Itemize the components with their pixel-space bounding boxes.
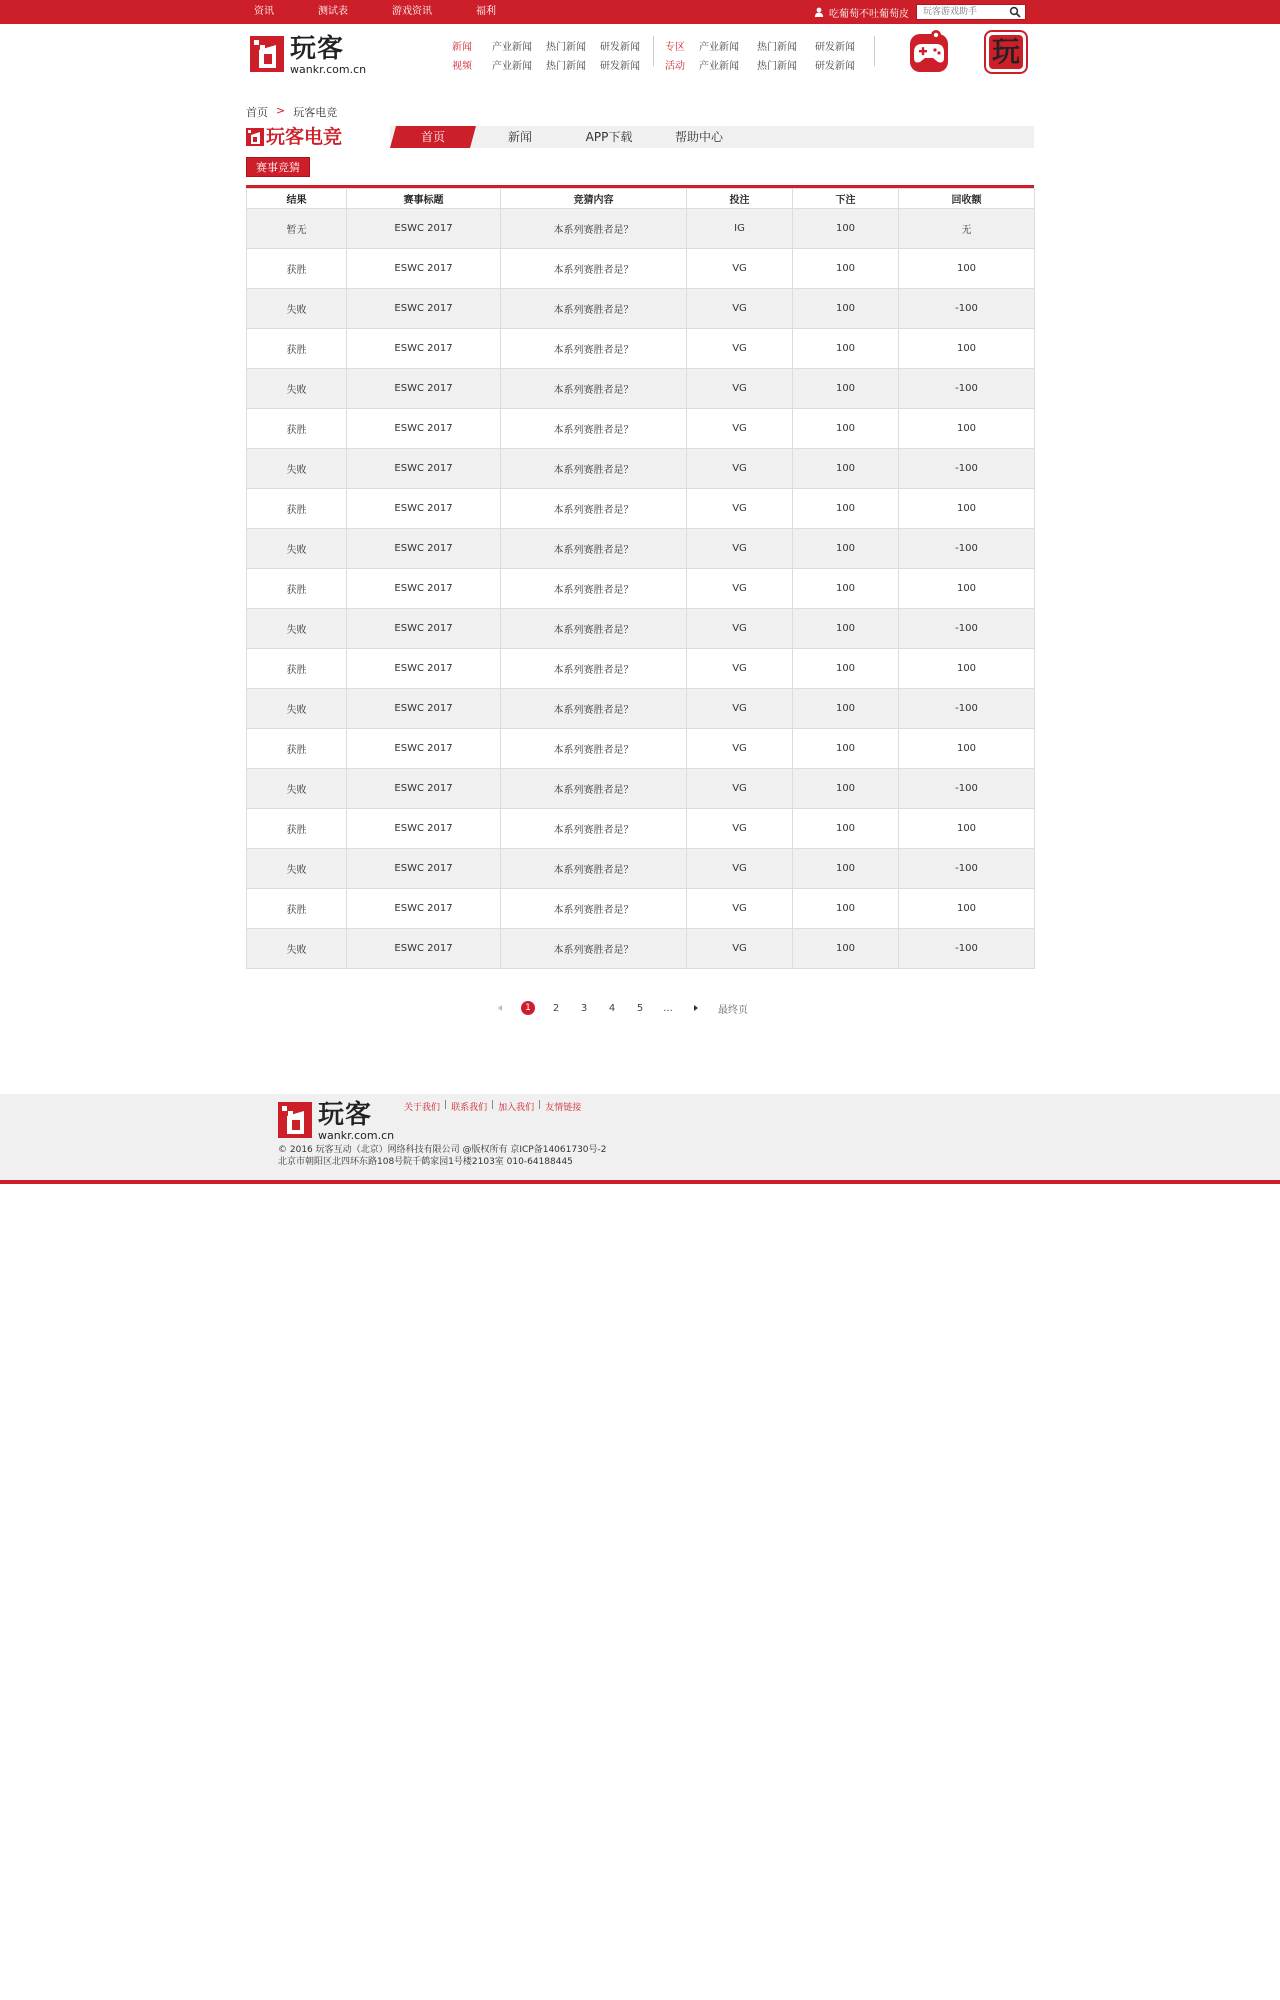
wan-app-icon[interactable] <box>984 30 1028 74</box>
nav-link[interactable]: 产业新闻 <box>699 42 739 53</box>
column-header: 投注 <box>687 189 793 209</box>
tab-help-center[interactable]: 帮助中心 <box>674 130 723 144</box>
column-header: 回收额 <box>899 189 1035 209</box>
cell-bet-content: 本系列赛胜者是？ <box>501 889 687 929</box>
cell-result: 失败 <box>247 929 347 969</box>
page-current[interactable]: 1 <box>521 1001 535 1015</box>
cell-match-title: ESWC 2017 <box>347 929 501 969</box>
cell-result: 获胜 <box>247 489 347 529</box>
cell-result: 获胜 <box>247 409 347 449</box>
cell-payout: 100 <box>899 649 1035 689</box>
prev-page-icon[interactable] <box>486 1004 514 1012</box>
nav-link[interactable]: 产业新闻 <box>492 61 532 72</box>
cell-stake: 100 <box>793 929 899 969</box>
table-row <box>247 529 1035 569</box>
cell-bet-content: 本系列赛胜者是？ <box>501 929 687 969</box>
cell-stake: 100 <box>793 529 899 569</box>
cell-bet-content: 本系列赛胜者是？ <box>501 729 687 769</box>
logo-mark-icon <box>250 36 284 72</box>
cell-stake: 100 <box>793 609 899 649</box>
cell-bet-content: 本系列赛胜者是？ <box>501 449 687 489</box>
cell-match-title: ESWC 2017 <box>347 569 501 609</box>
cell-bet-content: 本系列赛胜者是？ <box>501 409 687 449</box>
footer-logo-mark-icon <box>278 1102 312 1138</box>
search-box <box>916 4 1026 20</box>
table-row <box>247 209 1035 249</box>
cell-bet-target: VG <box>687 249 793 289</box>
cell-match-title: ESWC 2017 <box>347 609 501 649</box>
cell-result: 获胜 <box>247 569 347 609</box>
cell-payout: 100 <box>899 329 1035 369</box>
table-row <box>247 809 1035 849</box>
cell-bet-content: 本系列赛胜者是？ <box>501 609 687 649</box>
table-row <box>247 649 1035 689</box>
cell-bet-content: 本系列赛胜者是？ <box>501 849 687 889</box>
footer-link-divider: | <box>538 1100 542 1110</box>
footer-copyright: © 2016 玩客互动（北京）网络科技有限公司 @版权所有 京ICP备14061730号-2 <box>278 1145 607 1155</box>
search-input[interactable] <box>917 5 1007 19</box>
cell-payout: 无 <box>899 209 1035 249</box>
cell-bet-target: VG <box>687 929 793 969</box>
footer-link-join[interactable]: 加入我们 <box>498 1103 535 1113</box>
table-header-row <box>247 189 1035 209</box>
cell-bet-target: VG <box>687 889 793 929</box>
page-item[interactable] <box>514 1001 542 1015</box>
cell-result: 获胜 <box>247 649 347 689</box>
page-item[interactable]: 4 <box>608 1002 616 1014</box>
esports-logo[interactable] <box>246 126 366 148</box>
cell-match-title: ESWC 2017 <box>347 689 501 729</box>
cell-match-title: ESWC 2017 <box>347 409 501 449</box>
pagination <box>486 998 748 1018</box>
cell-payout: 100 <box>899 569 1035 609</box>
cell-bet-content: 本系列赛胜者是？ <box>501 369 687 409</box>
esports-logo-text: 玩客电竞 <box>266 126 343 148</box>
cell-result: 失败 <box>247 289 347 329</box>
wan-icon-text: 玩 <box>991 35 1020 68</box>
cell-result: 获胜 <box>247 249 347 289</box>
cell-payout: 100 <box>899 729 1035 769</box>
nav-link[interactable]: 产业新闻 <box>699 61 739 72</box>
nav-divider <box>653 36 654 66</box>
cell-stake: 100 <box>793 249 899 289</box>
nav-link[interactable]: 研发新闻 <box>600 42 640 53</box>
cell-bet-content: 本系列赛胜者是？ <box>501 329 687 369</box>
logo-text-en: wankr.com.cn <box>290 63 367 76</box>
cell-payout: -100 <box>899 849 1035 889</box>
cell-bet-content: 本系列赛胜者是？ <box>501 249 687 289</box>
cell-bet-content: 本系列赛胜者是？ <box>501 489 687 529</box>
cell-payout: -100 <box>899 769 1035 809</box>
cell-result: 失败 <box>247 449 347 489</box>
cell-bet-target: VG <box>687 489 793 529</box>
cell-bet-target: VG <box>687 689 793 729</box>
nav-link[interactable]: 产业新闻 <box>492 42 532 53</box>
cell-bet-target: VG <box>687 529 793 569</box>
nav-link[interactable]: 热门新闻 <box>757 61 797 72</box>
table-row <box>247 889 1035 929</box>
cell-stake: 100 <box>793 769 899 809</box>
username[interactable]: 吃葡萄不吐葡萄皮 <box>829 8 909 20</box>
table-row <box>247 449 1035 489</box>
footer-link-friends[interactable]: 友情链接 <box>545 1103 582 1113</box>
cell-bet-target: VG <box>687 809 793 849</box>
cell-payout: 100 <box>899 409 1035 449</box>
cell-bet-content: 本系列赛胜者是？ <box>501 689 687 729</box>
cell-bet-target: IG <box>687 209 793 249</box>
cell-match-title: ESWC 2017 <box>347 849 501 889</box>
gamepad-app-icon[interactable] <box>906 26 952 74</box>
nav-link[interactable]: 研发新闻 <box>815 61 855 72</box>
cell-bet-target: VG <box>687 409 793 449</box>
footer-copyright-block <box>278 1144 607 1168</box>
logo-text-cn: 玩客 <box>290 34 345 64</box>
cell-stake: 100 <box>793 809 899 849</box>
table-row <box>247 289 1035 329</box>
cell-bet-target: VG <box>687 289 793 329</box>
cell-stake: 100 <box>793 449 899 489</box>
cell-bet-target: VG <box>687 569 793 609</box>
footer <box>0 1094 1280 1180</box>
table-row <box>247 569 1035 609</box>
cell-bet-target: VG <box>687 329 793 369</box>
page-ellipsis: ... <box>663 1002 673 1014</box>
top-nav-game-news[interactable]: 游戏资讯 <box>392 6 432 17</box>
cell-match-title: ESWC 2017 <box>347 769 501 809</box>
tab-app-download[interactable]: APP下载 <box>585 130 633 144</box>
cell-result: 暂无 <box>247 209 347 249</box>
cell-bet-target: VG <box>687 849 793 889</box>
last-page-link[interactable]: 最终页 <box>718 1004 748 1016</box>
footer-link-divider: | <box>444 1100 448 1110</box>
nav-category-events[interactable]: 活动 <box>665 61 685 72</box>
breadcrumb-separator: > <box>276 104 286 117</box>
cell-payout: 100 <box>899 889 1035 929</box>
nav-link[interactable]: 研发新闻 <box>815 42 855 53</box>
cell-match-title: ESWC 2017 <box>347 649 501 689</box>
cell-payout: -100 <box>899 929 1035 969</box>
nav-link[interactable]: 热门新闻 <box>757 42 797 53</box>
nav-divider <box>874 36 875 66</box>
cell-payout: -100 <box>899 289 1035 329</box>
table-row <box>247 249 1035 289</box>
table-row <box>247 609 1035 649</box>
breadcrumb-home[interactable]: 首页 <box>246 106 268 119</box>
cell-stake: 100 <box>793 889 899 929</box>
cell-payout: -100 <box>899 369 1035 409</box>
header-nav-group-2 <box>665 36 873 74</box>
footer-link-contact[interactable]: 联系我们 <box>451 1103 488 1113</box>
cell-result: 失败 <box>247 769 347 809</box>
page-item[interactable]: 5 <box>636 1002 644 1014</box>
table-row <box>247 329 1035 369</box>
cell-stake: 100 <box>793 649 899 689</box>
cell-result: 失败 <box>247 529 347 569</box>
cell-payout: -100 <box>899 449 1035 489</box>
cell-match-title: ESWC 2017 <box>347 289 501 329</box>
user-icon <box>814 7 824 17</box>
page-item[interactable]: 2 <box>552 1002 560 1014</box>
footer-bottom-line <box>0 1180 1280 1184</box>
cell-stake: 100 <box>793 569 899 609</box>
footer-logo-text-en: wankr.com.cn <box>318 1129 395 1142</box>
cell-stake: 100 <box>793 409 899 449</box>
footer-logo-text-cn: 玩客 <box>318 1100 373 1130</box>
header-nav-group-1 <box>452 36 654 74</box>
column-header: 竞猜内容 <box>501 189 687 209</box>
cell-result: 失败 <box>247 369 347 409</box>
footer-links <box>404 1100 581 1113</box>
nav-category-news[interactable]: 新闻 <box>452 42 472 53</box>
page-item[interactable]: 3 <box>580 1002 588 1014</box>
column-header: 下注 <box>793 189 899 209</box>
table-row <box>247 849 1035 889</box>
top-nav-test-table[interactable]: 测试表 <box>318 6 348 17</box>
top-bar <box>0 0 1280 24</box>
cell-stake: 100 <box>793 689 899 729</box>
nav-category-video[interactable]: 视频 <box>452 61 472 72</box>
cell-match-title: ESWC 2017 <box>347 529 501 569</box>
esports-logo-mark-icon <box>246 128 264 146</box>
cell-bet-content: 本系列赛胜者是？ <box>501 289 687 329</box>
cell-stake: 100 <box>793 289 899 329</box>
cell-match-title: ESWC 2017 <box>347 329 501 369</box>
cell-result: 获胜 <box>247 809 347 849</box>
column-header: 结果 <box>247 189 347 209</box>
cell-payout: 100 <box>899 249 1035 289</box>
table-row <box>247 489 1035 529</box>
cell-result: 失败 <box>247 689 347 729</box>
top-nav <box>254 0 540 24</box>
cell-bet-target: VG <box>687 369 793 409</box>
cell-bet-target: VG <box>687 609 793 649</box>
nav-link[interactable]: 研发新闻 <box>600 61 640 72</box>
cell-bet-content: 本系列赛胜者是？ <box>501 649 687 689</box>
cell-result: 获胜 <box>247 729 347 769</box>
cell-bet-content: 本系列赛胜者是？ <box>501 209 687 249</box>
cell-result: 失败 <box>247 849 347 889</box>
breadcrumb <box>246 104 337 120</box>
cell-stake: 100 <box>793 329 899 369</box>
cell-match-title: ESWC 2017 <box>347 249 501 289</box>
column-header: 赛事标题 <box>347 189 501 209</box>
next-page-icon[interactable] <box>682 1004 710 1012</box>
table-row <box>247 369 1035 409</box>
nav-link[interactable]: 热门新闻 <box>546 61 586 72</box>
cell-bet-target: VG <box>687 769 793 809</box>
table-row <box>247 769 1035 809</box>
cell-result: 获胜 <box>247 889 347 929</box>
cell-payout: -100 <box>899 609 1035 649</box>
cell-result: 获胜 <box>247 329 347 369</box>
user-account[interactable] <box>814 0 909 24</box>
cell-result: 失败 <box>247 609 347 649</box>
cell-bet-target: VG <box>687 449 793 489</box>
betting-table <box>246 185 1034 969</box>
cell-bet-content: 本系列赛胜者是？ <box>501 769 687 809</box>
cell-bet-content: 本系列赛胜者是？ <box>501 529 687 569</box>
cell-bet-target: VG <box>687 649 793 689</box>
cell-payout: 100 <box>899 809 1035 849</box>
top-nav-news[interactable]: 资讯 <box>254 6 274 17</box>
cell-payout: 100 <box>899 489 1035 529</box>
cell-match-title: ESWC 2017 <box>347 729 501 769</box>
cell-match-title: ESWC 2017 <box>347 889 501 929</box>
cell-match-title: ESWC 2017 <box>347 369 501 409</box>
cell-stake: 100 <box>793 729 899 769</box>
top-nav-welfare[interactable]: 福利 <box>476 6 496 17</box>
cell-match-title: ESWC 2017 <box>347 489 501 529</box>
table-row <box>247 729 1035 769</box>
footer-link-about[interactable]: 关于我们 <box>404 1103 441 1113</box>
nav-category-zone[interactable]: 专区 <box>665 42 685 53</box>
cell-match-title: ESWC 2017 <box>347 449 501 489</box>
table-row <box>247 689 1035 729</box>
cell-bet-content: 本系列赛胜者是？ <box>501 569 687 609</box>
footer-logo[interactable] <box>278 1100 396 1142</box>
cell-stake: 100 <box>793 209 899 249</box>
tab-news[interactable]: 新闻 <box>507 130 532 144</box>
cell-match-title: ESWC 2017 <box>347 809 501 849</box>
cell-stake: 100 <box>793 489 899 529</box>
cell-bet-target: VG <box>687 729 793 769</box>
footer-address: 北京市朝阳区北四环东路108号院千鹤家园1号楼2103室 010-64188445 <box>278 1157 573 1167</box>
search-icon[interactable] <box>1009 6 1021 18</box>
cell-payout: -100 <box>899 689 1035 729</box>
match-betting-button[interactable]: 赛事竞猜 <box>246 157 310 177</box>
cell-match-title: ESWC 2017 <box>347 209 501 249</box>
section-nav <box>390 126 1034 148</box>
cell-payout: -100 <box>899 529 1035 569</box>
cell-stake: 100 <box>793 369 899 409</box>
site-logo[interactable] <box>250 34 368 76</box>
footer-link-divider: | <box>491 1100 495 1110</box>
breadcrumb-current: 玩客电竞 <box>293 106 338 119</box>
table-row <box>247 409 1035 449</box>
cell-bet-content: 本系列赛胜者是？ <box>501 809 687 849</box>
tab-home[interactable]: 首页 <box>420 130 445 144</box>
nav-link[interactable]: 热门新闻 <box>546 42 586 53</box>
table-row <box>247 929 1035 969</box>
cell-stake: 100 <box>793 849 899 889</box>
